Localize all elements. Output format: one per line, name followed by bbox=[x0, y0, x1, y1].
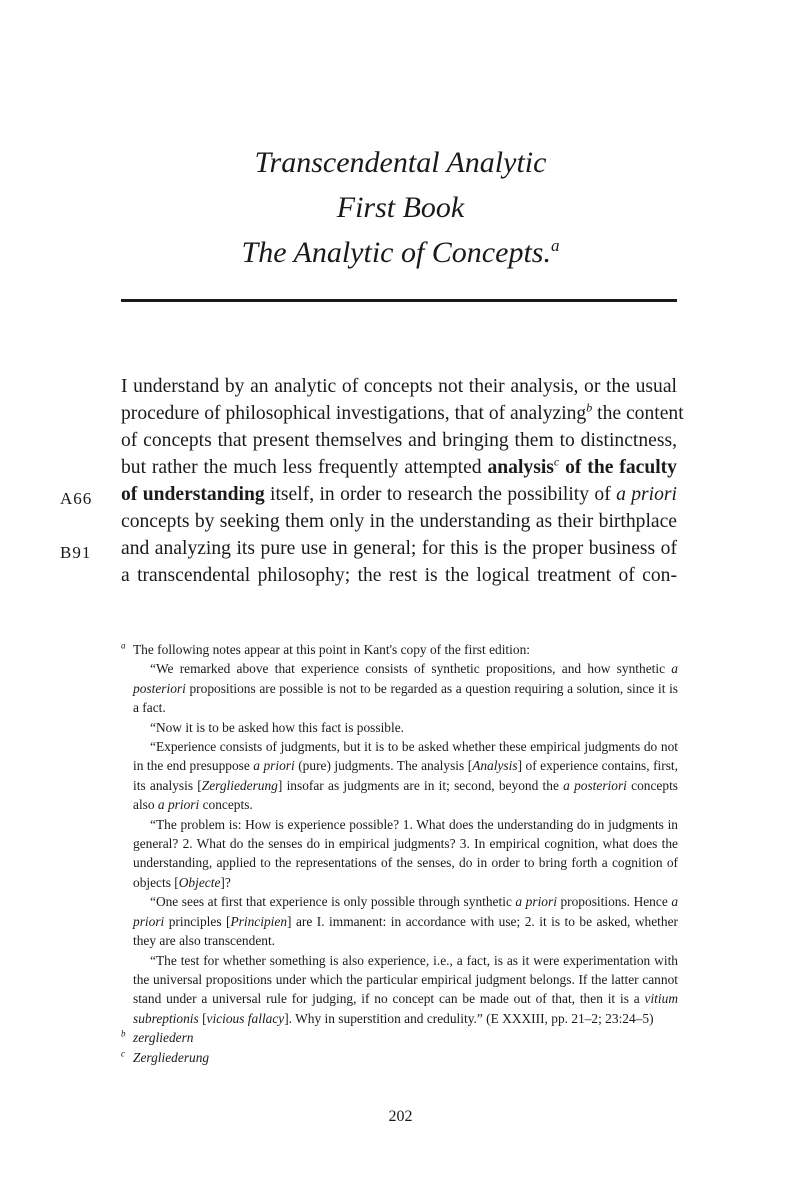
body-line-2-rest: the content bbox=[592, 403, 684, 424]
bold-faculty: of the faculty bbox=[559, 457, 677, 478]
footnote-b-text: zergliedern bbox=[133, 1030, 194, 1046]
fn-italic: a priori bbox=[515, 894, 557, 910]
bold-understanding: of understanding bbox=[121, 484, 265, 505]
heading-line-1: Transcendental Analytic bbox=[254, 146, 547, 179]
bold-analysis: analysis bbox=[487, 457, 554, 478]
footnote-mark-b: b bbox=[586, 400, 593, 415]
footnote-a-para-4 bbox=[133, 815, 678, 893]
main-paragraph bbox=[121, 373, 684, 589]
heading-line-3-text: The Analytic of Concepts. bbox=[241, 236, 551, 269]
body-line-2-text: procedure of philosophical investigations, that of analyzing bbox=[121, 403, 587, 424]
footnote-a-intro: The following notes appear at this point in Kant's copy of the first edition: bbox=[133, 642, 530, 657]
footnote-b bbox=[121, 1028, 678, 1047]
body-line-2 bbox=[121, 400, 684, 427]
body-line-4-text: but rather the much less frequently attempted bbox=[121, 457, 488, 478]
fn-italic: a priori bbox=[157, 797, 200, 813]
body-line-1: I understand by an analytic of concepts not their analysis, or the usual bbox=[121, 376, 677, 397]
body-line-8: a transcendental philosophy; the rest is the logical treatment of con- bbox=[121, 565, 677, 586]
fn-italic: Objecte bbox=[178, 874, 221, 890]
footnote-a-para-2: “Now it is to be asked how this fact is possible. bbox=[150, 719, 405, 735]
fn-italic: vitium subreptionis bbox=[133, 991, 678, 1026]
heading-line-2: First Book bbox=[336, 191, 465, 224]
body-line-3: of concepts that present themselves and bringing them to distinctness, bbox=[121, 430, 677, 451]
margin-ref-a66: A66 bbox=[60, 489, 93, 508]
fn-text: ]? bbox=[220, 874, 231, 890]
fn-italic: a posteriori bbox=[563, 777, 627, 793]
fn-text: (pure) judgments. The analysis [ bbox=[294, 758, 473, 774]
fn-text: “The test for whether something is also experience, i.e., a fact, is as it were experimentation with the universal propositions under which the particular empirical judgment belongs. If the latter cannot stand under a universal rule for judging, if no concept can be made out of that, then it is a bbox=[133, 952, 678, 1007]
footnote-mark-c: c bbox=[553, 454, 560, 469]
footnote-a bbox=[121, 640, 678, 659]
body-line-5-text: itself, in order to research the possibility of bbox=[264, 484, 617, 505]
fn-italic: a priori bbox=[133, 894, 679, 929]
heading-rule bbox=[121, 299, 677, 302]
fn-italic: Analysis bbox=[472, 758, 518, 774]
fn-italic: a priori bbox=[253, 758, 295, 774]
footnote-a-para-6 bbox=[133, 951, 678, 1029]
fn-text: ] of experience contains, first, its analysis [ bbox=[133, 758, 678, 793]
footnote-a-para-3 bbox=[133, 737, 678, 815]
fn-italic: Principien bbox=[230, 913, 288, 929]
body-line-4 bbox=[121, 454, 677, 481]
margin-ref-b91: B91 bbox=[60, 543, 92, 562]
heading-line-3 bbox=[0, 230, 801, 275]
fn-text: “Experience consists of judgments, but it is to be asked whether these empirical judgments do not in the end presuppose bbox=[133, 739, 678, 774]
fn-text: “We remarked above that experience consists of synthetic propositions, and how synthetic bbox=[150, 661, 672, 677]
body-line-6: concepts by seeking them only in the understanding as their birthplace bbox=[121, 511, 677, 532]
fn-text: “The problem is: How is experience possible? 1. What does the understanding do in judgments in general? 2. What do the senses do in empirical judgments? 3. In empirical cognition, what does the understanding, applied to the representations of the senses, do in order to bring forth a cognition of objects [ bbox=[133, 816, 678, 890]
footnotes bbox=[121, 640, 679, 1067]
fn-text: concepts. bbox=[199, 797, 253, 813]
fn-text: [ bbox=[198, 1010, 207, 1026]
fn-text: principles [ bbox=[164, 913, 231, 929]
fn-text: concepts also bbox=[133, 777, 678, 813]
fn-text: ] are I. immanent: in accordance with use; 2. it is to be asked, whether they are also transcendent. bbox=[133, 913, 678, 949]
body-line-5 bbox=[121, 481, 677, 508]
footnote-b-mark: b bbox=[121, 1028, 126, 1039]
footnote-c bbox=[121, 1048, 678, 1067]
fn-italic: vicious fallacy bbox=[206, 1010, 285, 1026]
fn-text: ] insofar as judgments are in it; second, beyond the bbox=[277, 777, 564, 793]
footnote-c-text: Zergliederung bbox=[133, 1049, 210, 1065]
footnote-a-para-5 bbox=[133, 892, 678, 950]
page-number: 202 bbox=[388, 1108, 413, 1125]
fn-text: ]. Why in superstition and credulity.” (E XXXIII, pp. 21–2; 23:24–5) bbox=[284, 1010, 654, 1026]
footnote-a-mark: a bbox=[121, 640, 126, 651]
italic-a-priori: a priori bbox=[616, 484, 677, 505]
body-line-7: and analyzing its pure use in general; for this is the proper business of bbox=[121, 538, 677, 559]
fn-text: “One sees at first that experience is only possible through synthetic bbox=[150, 894, 516, 910]
fn-italic: Zergliederung bbox=[201, 777, 278, 793]
fn-text: propositions. Hence bbox=[556, 894, 672, 910]
footnote-a-para-1 bbox=[133, 659, 678, 717]
fn-italic: a posteriori bbox=[133, 661, 678, 696]
fn-text: propositions are possible is not to be regarded as a question requiring a solution, since it is a fact. bbox=[133, 680, 678, 716]
footnote-mark-a: a bbox=[550, 236, 560, 255]
chapter-heading bbox=[0, 140, 801, 275]
footnote-c-mark: c bbox=[121, 1048, 125, 1059]
